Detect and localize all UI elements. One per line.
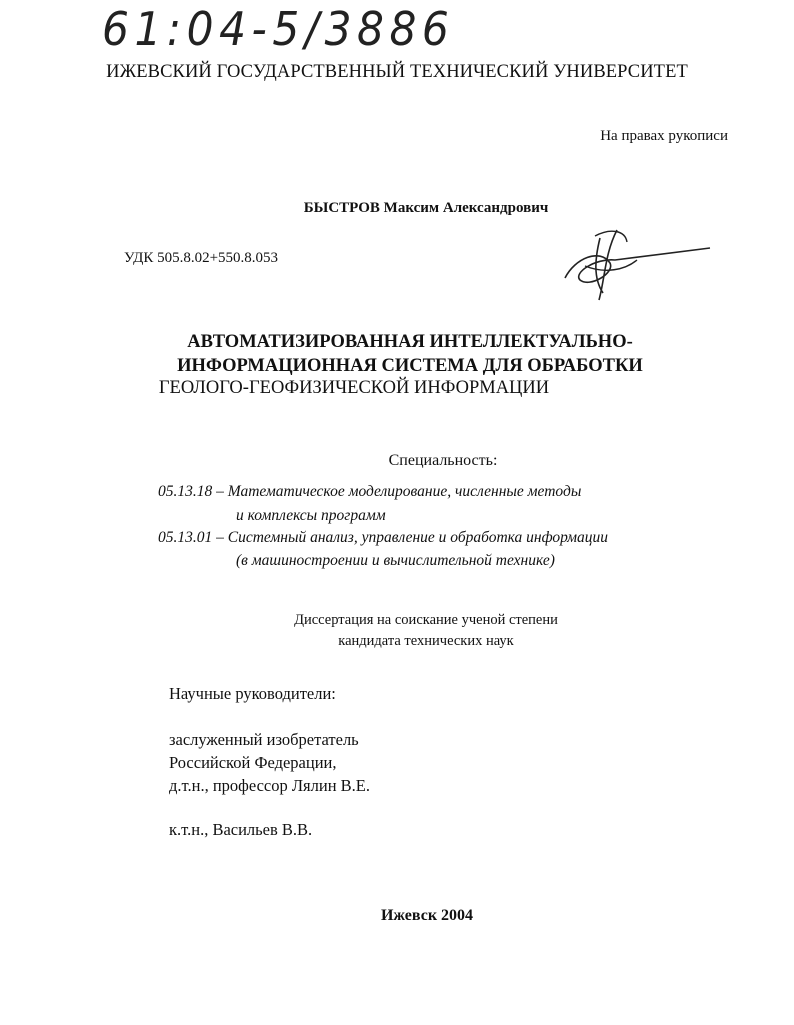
author-name: БЫСТРОВ Максим Александрович xyxy=(303,200,549,216)
dissertation-line-2: кандидата технических наук xyxy=(338,633,514,649)
advisor-1-line-3: д.т.н., профессор Лялин В.Е. xyxy=(169,776,370,795)
title-line-3: ГЕОЛОГО-ГЕОФИЗИЧЕСКОЙ ИНФОРМАЦИИ xyxy=(158,378,550,398)
university-name: ИЖЕВСКИЙ ГОСУДАРСТВЕННЫЙ ТЕХНИЧЕСКИЙ УНИВЕРСИТЕТ xyxy=(106,62,688,82)
specialty-2-line-2: (в машиностроении и вычислительной технике) xyxy=(236,552,555,569)
author-signature xyxy=(555,218,715,308)
specialty-1-line-1: 05.13.18 – Математическое моделирование, численные методы xyxy=(158,483,582,500)
dissertation-line-1: Диссертация на соискание ученой степени xyxy=(294,612,558,628)
advisor-1-line-1: заслуженный изобретатель xyxy=(169,730,359,749)
udc-code: УДК 505.8.02+550.8.053 xyxy=(124,250,279,266)
title-line-2: ИНФОРМАЦИОННАЯ СИСТЕМА ДЛЯ ОБРАБОТКИ xyxy=(177,356,643,376)
specialty-2-line-1: 05.13.01 – Системный анализ, управление и обработка информации xyxy=(158,529,609,546)
title-line-1: АВТОМАТИЗИРОВАННАЯ ИНТЕЛЛЕКТУАЛЬНО- xyxy=(187,332,633,352)
manuscript-rights-note: На правах рукописи xyxy=(600,128,728,144)
specialty-heading: Специальность: xyxy=(388,452,498,469)
archive-code-handwritten: 61:04-5/3886 xyxy=(102,2,455,56)
advisors-heading: Научные руководители: xyxy=(169,684,336,703)
advisor-2: к.т.н., Васильев В.В. xyxy=(169,820,313,839)
specialty-1-line-2: и комплексы программ xyxy=(236,507,386,524)
city-year: Ижевск 2004 xyxy=(380,907,474,924)
advisor-1-line-2: Российской Федерации, xyxy=(169,753,337,772)
